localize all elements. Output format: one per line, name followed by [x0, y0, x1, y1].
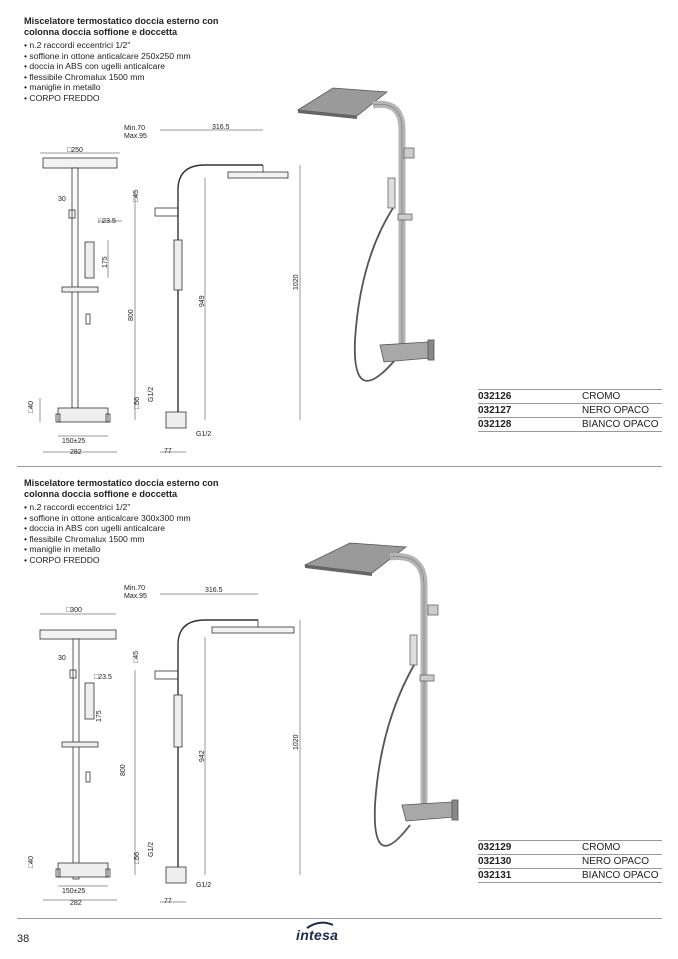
- code-row: [478, 854, 662, 868]
- dim-g12a: G1/2: [148, 841, 155, 857]
- feature-item: • maniglie in metallo: [24, 544, 191, 555]
- dim-max: Max.95: [124, 593, 147, 600]
- hand-shower-photo: [410, 635, 417, 665]
- code-row: [478, 417, 662, 432]
- product-finish: BIANCO OPACO: [582, 870, 659, 881]
- product-finish: NERO OPACO: [582, 856, 650, 867]
- product-code: 032130: [478, 856, 512, 867]
- feature-item: • doccia in ABS con ugelli anticalcare: [24, 523, 191, 534]
- brand-logo: intesa: [296, 927, 339, 943]
- dim-800: 800: [128, 309, 135, 321]
- showerhead-front-view: [43, 158, 117, 168]
- column-side-view: [178, 165, 263, 420]
- feature-item: • maniglie in metallo: [24, 82, 191, 93]
- showerhead-side-view: [212, 627, 294, 633]
- dim-150: 150±25: [62, 888, 86, 895]
- code-row: [478, 389, 662, 403]
- dim-g12b: G1/2: [196, 431, 212, 438]
- product-finish: NERO OPACO: [582, 405, 650, 416]
- product-code: 032127: [478, 405, 512, 416]
- feature-item: • flessibile Chromalux 1500 mm: [24, 72, 191, 83]
- dim-77: 77: [164, 448, 172, 455]
- dim-min: Min.70: [124, 585, 146, 592]
- dim-949: 949: [199, 295, 206, 307]
- product-codes-table: [478, 389, 662, 432]
- mixer-photo: [380, 342, 430, 362]
- dim-175: 175: [102, 256, 109, 268]
- dim-282: 282: [70, 900, 82, 907]
- dim-1020: 1020: [293, 734, 300, 750]
- feature-item: • soffione in ottone anticalcare 300x300 mm: [24, 513, 191, 524]
- dim-949: 942: [199, 750, 206, 762]
- dim-40: □40: [28, 400, 35, 413]
- dim-30: 30: [58, 655, 66, 662]
- feature-item: • CORPO FREDDO: [24, 555, 191, 566]
- dim-g12b: G1/2: [196, 882, 212, 889]
- dim-max: Max.95: [124, 133, 147, 140]
- product-codes-table: [478, 840, 662, 883]
- dim-1020: 1020: [293, 274, 300, 290]
- dim-40: □40: [28, 855, 35, 868]
- dim-56: □56: [134, 396, 141, 409]
- column-side-view: [178, 620, 258, 875]
- dim-282: 282: [70, 449, 82, 456]
- dim-g12a: G1/2: [148, 386, 155, 402]
- product-section-1: [0, 0, 678, 465]
- dim-56: □56: [134, 851, 141, 864]
- hand-shower-front: [85, 683, 94, 719]
- dim-800: 800: [120, 764, 127, 776]
- feature-item: • n.2 raccordi eccentrici 1/2": [24, 502, 191, 513]
- product-title: Miscelatore termostatico doccia esterno con colonna doccia soffione e doccetta: [24, 16, 219, 37]
- feature-item: • doccia in ABS con ugelli anticalcare: [24, 61, 191, 72]
- mixer-photo: [402, 802, 454, 821]
- mixer-front-view: [58, 408, 108, 422]
- feature-item: • n.2 raccordi eccentrici 1/2": [24, 40, 191, 51]
- product-code: 032128: [478, 419, 512, 430]
- dim-45: □45: [133, 189, 140, 202]
- product-finish: BIANCO OPACO: [582, 419, 659, 430]
- code-row: [478, 840, 662, 854]
- dim-23: □23.5: [98, 218, 116, 225]
- dim-reach: 316.5: [212, 124, 230, 131]
- product-title: Miscelatore termostatico doccia esterno con colonna doccia soffione e doccetta: [24, 478, 219, 499]
- feature-item: • soffione in ottone anticalcare 250x250 mm: [24, 51, 191, 62]
- dim-head: □250: [67, 147, 83, 154]
- hand-shower-photo: [388, 178, 395, 208]
- showerhead-side-view: [228, 172, 288, 178]
- dim-175: 175: [96, 710, 103, 722]
- dim-23: □23.5: [94, 674, 112, 681]
- product-finish: CROMO: [582, 842, 621, 853]
- page-number: 38: [17, 933, 30, 945]
- dim-min: Min.70: [124, 125, 146, 132]
- dim-30: 30: [58, 196, 66, 203]
- dim-reach: 316.5: [205, 587, 223, 594]
- code-row: [478, 403, 662, 417]
- footer-divider: [17, 918, 662, 919]
- product-code: 032131: [478, 870, 512, 881]
- product-code: 032126: [478, 391, 512, 402]
- feature-item: • flessibile Chromalux 1500 mm: [24, 534, 191, 545]
- product-code: 032129: [478, 842, 512, 853]
- feature-item: • CORPO FREDDO: [24, 93, 191, 104]
- hand-shower-front: [85, 242, 94, 278]
- dim-77: 77: [164, 898, 172, 905]
- product-finish: CROMO: [582, 391, 621, 402]
- code-row: [478, 868, 662, 883]
- dim-head: □300: [66, 607, 82, 614]
- mixer-front-view: [58, 863, 108, 877]
- showerhead-front-view: [40, 630, 116, 639]
- product-section-2: [0, 465, 678, 920]
- dim-150: 150±25: [62, 438, 86, 445]
- dim-45: □45: [133, 650, 140, 663]
